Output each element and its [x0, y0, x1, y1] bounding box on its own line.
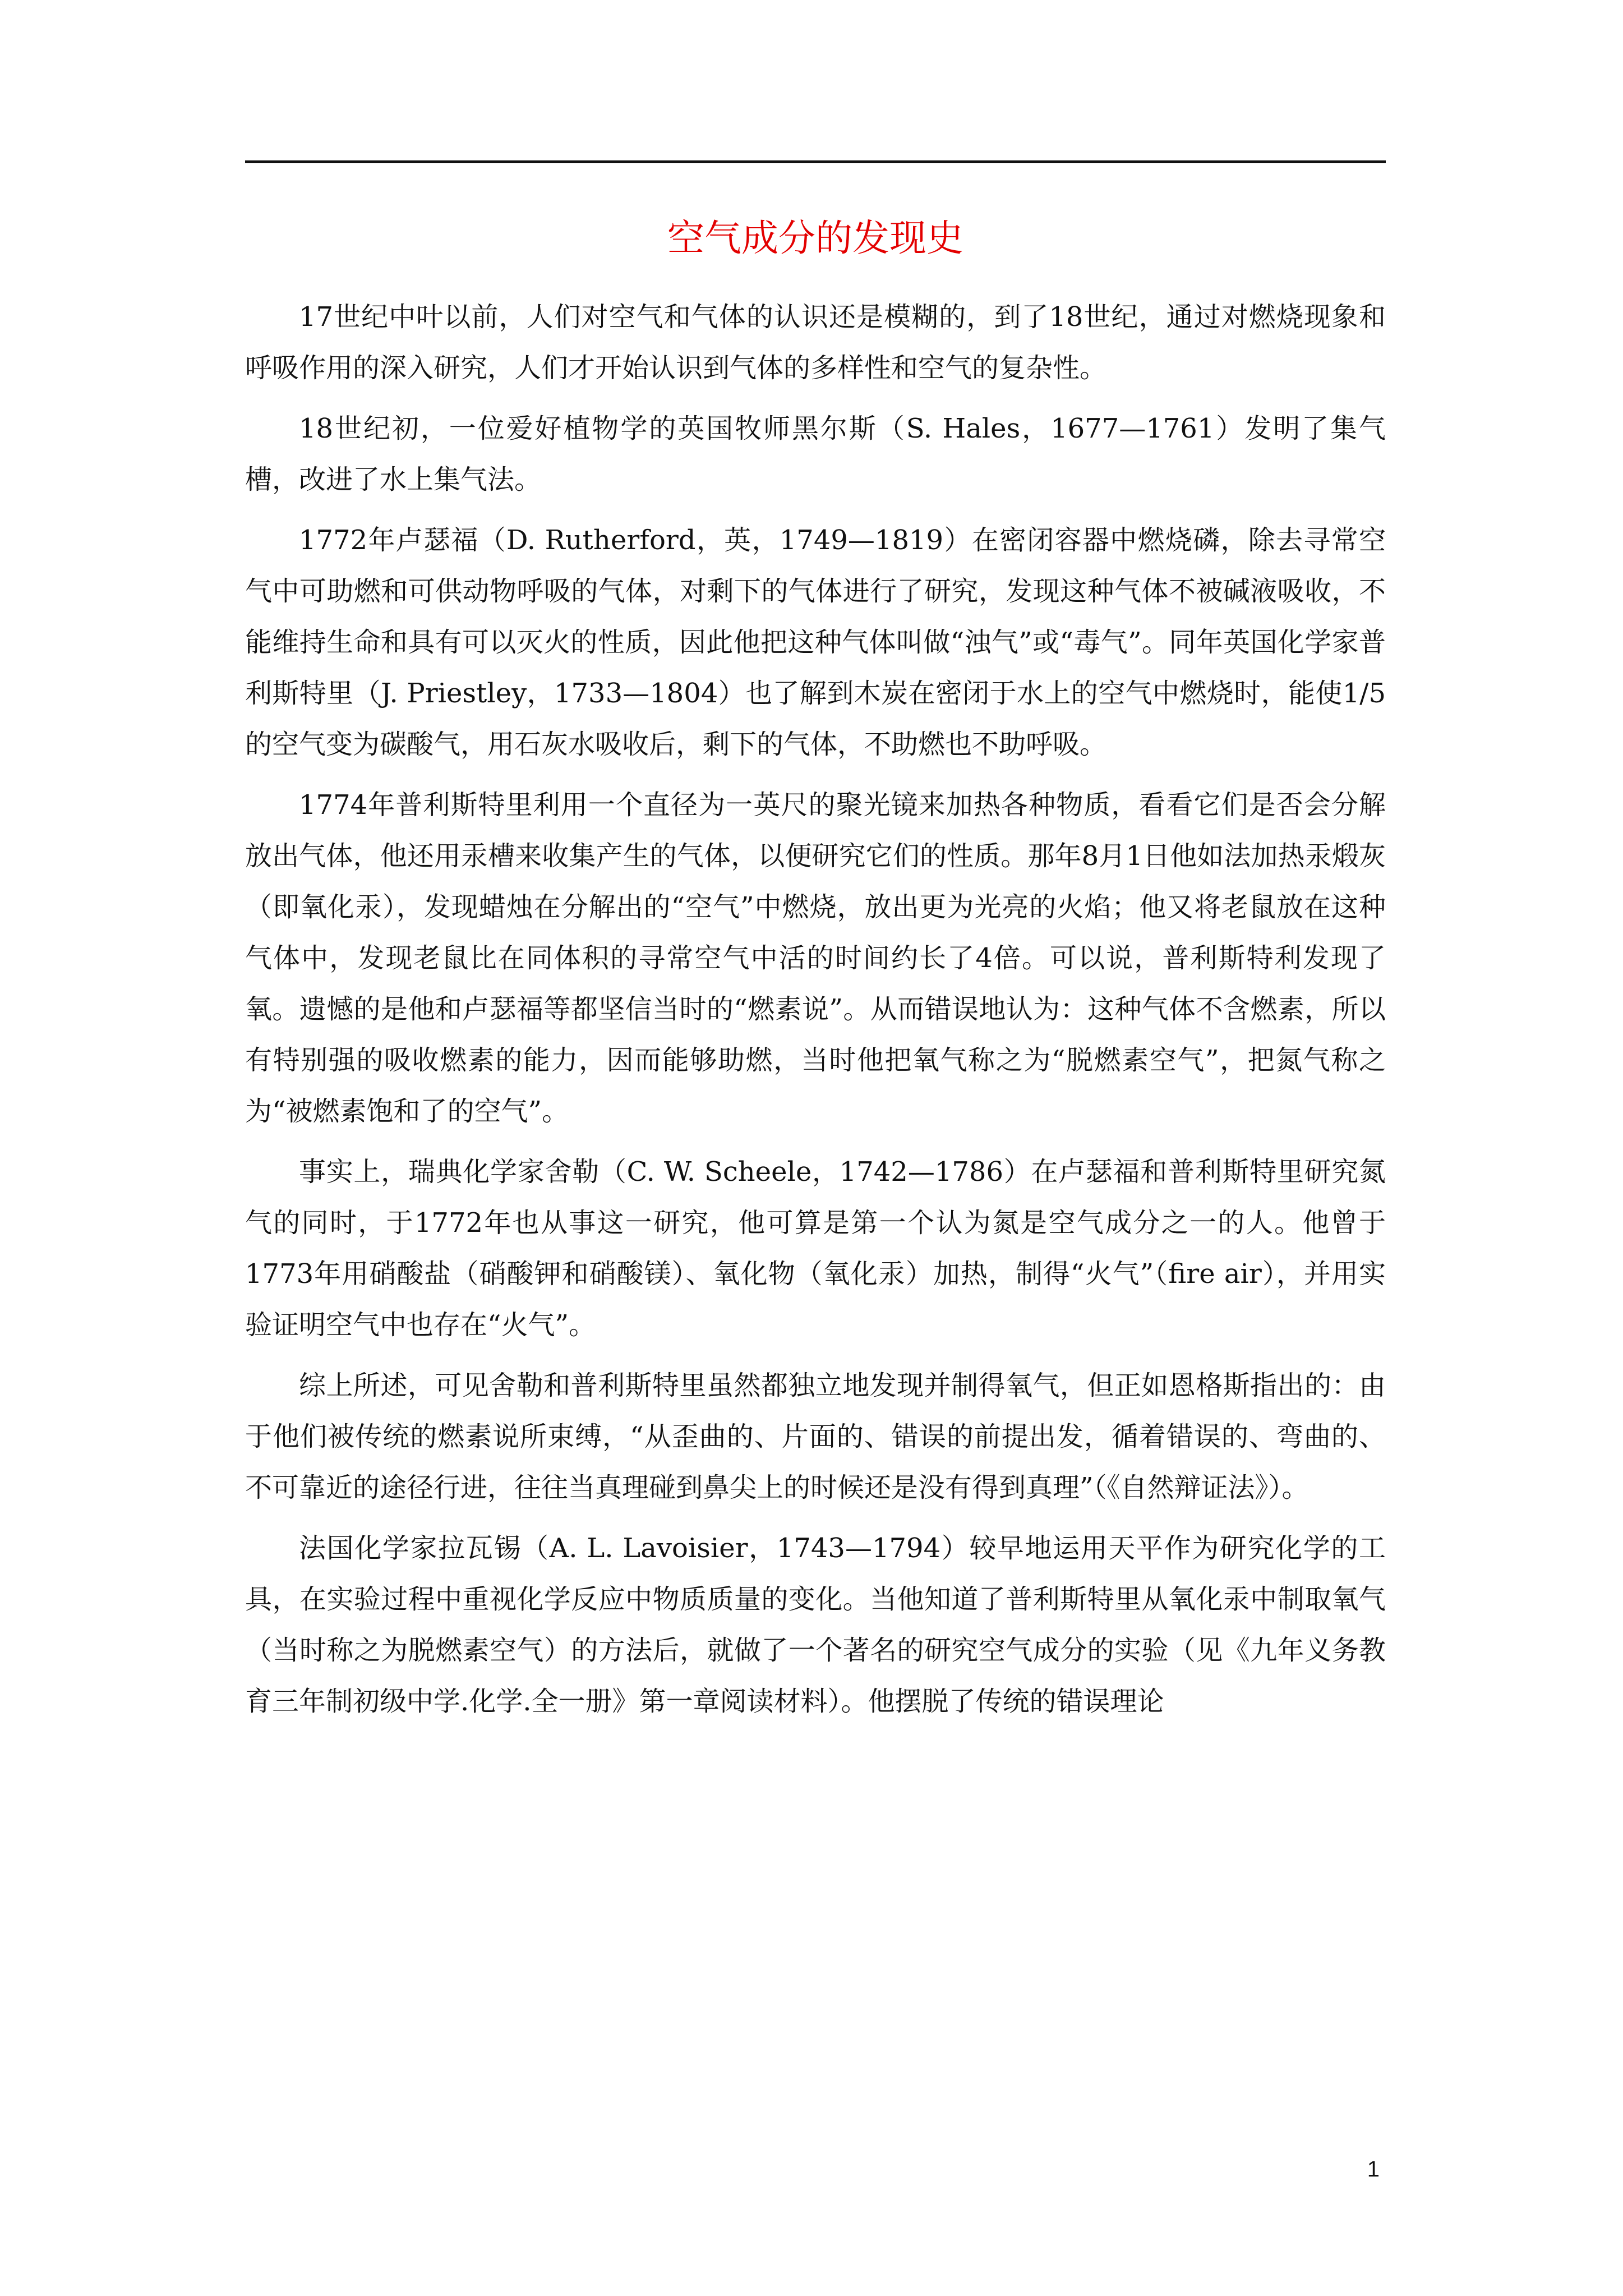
- paragraph-5: 事实上，瑞典化学家舍勒（C. W. Scheele，1742—1786）在卢瑟福和普利斯特里研究氮气的同时，于1772年也从事这一研究，他可算是第一个认为氮是空气成分之一的人。他曾于1773年用硝酸盐（硝酸钾和硝酸镁）、氧化物（氧化汞）加热，制得“火气”（fire air），并用实验证明空气中也存在“火气”。: [245, 1156, 1386, 1341]
- page-number: 1: [1367, 2157, 1380, 2182]
- paragraph-1: 17世纪中叶以前，人们对空气和气体的认识还是模糊的，到了18世纪，通过对燃烧现象和呼吸作用的深入研究，人们才开始认识到气体的多样性和空气的复杂性。: [245, 301, 1386, 384]
- document-body: [245, 292, 1386, 1737]
- paragraph-4: 1774年普利斯特里利用一个直径为一英尺的聚光镜来加热各种物质，看看它们是否会分解放出气体，他还用汞槽来收集产生的气体，以便研究它们的性质。那年8月1日他如法加热汞煅灰（即氧化汞），发现蜡烛在分解出的“空气”中燃烧，放出更为光亮的火焰；他又将老鼠放在这种气体中，发现老鼠比在同体积的寻常空气中活的时间约长了4倍。可以说，普利斯特利发现了氧。遗憾的是他和卢瑟福等都坚信当时的“燃素说”。从而错误地认为：这种气体不含燃素，所以有特别强的吸收燃素的能力，因而能够助燃，当时他把氧气称之为“脱燃素空气”，把氮气称之为“被燃素饱和了的空气”。: [245, 789, 1386, 1127]
- paragraph-7: 法国化学家拉瓦锡（A. L. Lavoisier，1743—1794）较早地运用天平作为研究化学的工具，在实验过程中重视化学反应中物质质量的变化。当他知道了普利斯特里从氧化汞中制取氧气（当时称之为脱燃素空气）的方法后，就做了一个著名的研究空气成分的实验（见《九年义务教育三年制初级中学.化学.全一册》第一章阅读材料）。他摆脱了传统的错误理论: [245, 1533, 1386, 1717]
- paragraph-6: 综上所述，可见舍勒和普利斯特里虽然都独立地发现并制得氧气，但正如恩格斯指出的：由于他们被传统的燃素说所束缚，“从歪曲的、片面的、错误的前提出发，循着错误的、弯曲的、不可靠近的途径行进，往往当真理碰到鼻尖上的时候还是没有得到真理”（《自然辩证法》）。: [245, 1370, 1386, 1503]
- header-rule: [245, 160, 1386, 163]
- paragraph-2: 18世纪初，一位爱好植物学的英国牧师黑尔斯（S. Hales，1677—1761）发明了集气槽，改进了水上集气法。: [245, 413, 1386, 495]
- document-title: 空气成分的发现史: [667, 217, 963, 260]
- paragraph-3: 1772年卢瑟福（D. Rutherford，英，1749—1819）在密闭容器中燃烧磷，除去寻常空气中可助燃和可供动物呼吸的气体，对剩下的气体进行了研究，发现这种气体不被碱液吸收，不能维持生命和具有可以灭火的性质，因此他把这种气体叫做“浊气”或“毒气”。同年英国化学家普利斯特里（J. Priestley，1733—1804）也了解到木炭在密闭于水上的空气中燃烧时，能使1/5的空气变为碳酸气，用石灰水吸收后，剩下的气体，不助燃也不助呼吸。: [245, 524, 1386, 760]
